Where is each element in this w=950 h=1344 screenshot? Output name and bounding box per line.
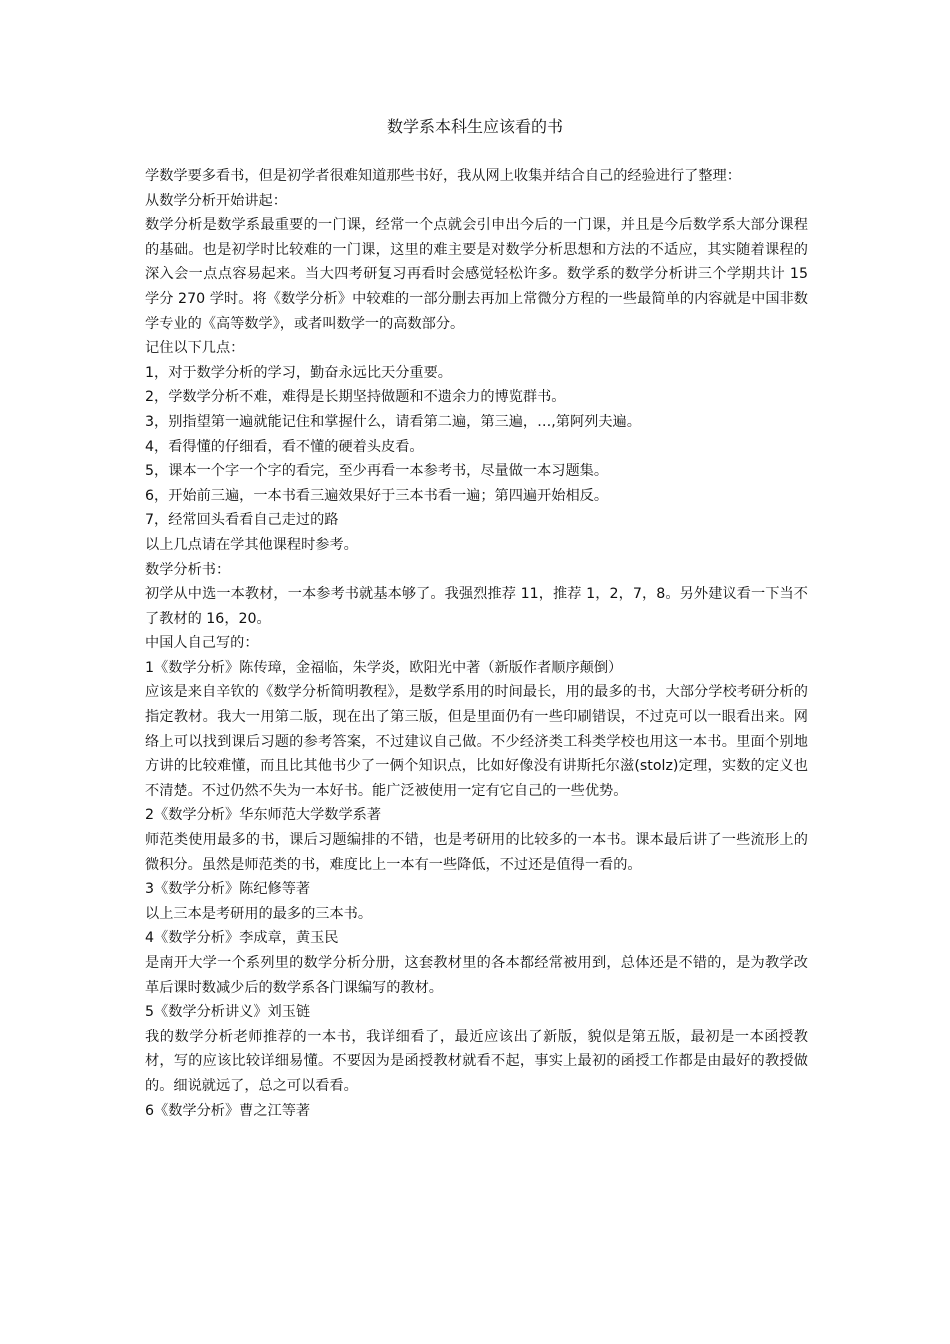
paragraph-note: 以上几点请在学其他课程时参考。 <box>145 536 358 553</box>
book-entry-description: 我的数学分析老师推荐的一本书，我详细看了，最近应该出了新版，貌似是第五版，最初是一本函授教材，写的应该比较详细易懂。不要因为是函授教材就看不起，事实上最初的函授工作都是由最好的教授做的。细说就远了，总之可以看看。 <box>145 1028 808 1094</box>
list-item: 3，别指望第一遍就能记住和掌握什么，请看第二遍，第三遍，…,第阿列夫遍。 <box>145 413 641 430</box>
book-entry-title: 6《数学分析》曹之江等著 <box>145 1102 311 1119</box>
paragraph-intro: 学数学要多看书，但是初学者很难知道那些书好，我从网上收集并结合自己的经验进行了整理： <box>145 168 741 184</box>
book-entry-title: 5《数学分析讲义》刘玉链 <box>145 1004 311 1021</box>
document-body <box>145 164 808 1123</box>
book-entry-title: 2《数学分析》华东师范大学数学系著 <box>145 807 382 824</box>
list-item: 6，开始前三遍，一本书看三遍效果好于三本书看一遍；第四遍开始相反。 <box>145 487 609 504</box>
book-entry-description: 是南开大学一个系列里的数学分析分册，这套教材里的各本都经常被用到，总体还是不错的，是为教学改革后课时数减少后的数学系各门课编写的教材。 <box>145 955 808 996</box>
section-heading-analysis: 从数学分析开始讲起： <box>145 192 287 209</box>
list-item: 1，对于数学分析的学习，勤奋永远比天分重要。 <box>145 364 452 381</box>
section-heading-remember: 记住以下几点： <box>145 340 245 357</box>
document-title: 数学系本科生应该看的书 <box>386 117 563 136</box>
list-item: 5，课本一个字一个字的看完，至少再看一本参考书，尽量做一本习题集。 <box>145 463 609 480</box>
book-entry-title: 4《数学分析》李成章，黄玉民 <box>145 930 339 947</box>
book-entry-description: 应该是来自辛钦的《数学分析简明教程》，是数学系用的时间最长，用的最多的书，大部分学校考研分析的指定教材。我大一用第二版，现在出了第三版，但是里面仍有一些印刷错误，不过克可以一眼看出来。网络上可以找到课后习题的参考答案，不过建议自己做。不少经济类工科类学校也用这一本书。里面个别地方讲的比较难懂，而且比其他书少了一俩个知识点，比如好像没有讲斯托尔滋(stolz)定理，实数的定义也不清楚。不过仍然不失为一本好书。能广泛被使用一定有它自己的一些优势。 <box>145 684 808 799</box>
section-heading-chinese-authors: 中国人自己写的： <box>145 635 259 652</box>
list-item: 2，学数学分析不难，难得是长期坚持做题和不遗余力的博览群书。 <box>145 389 566 406</box>
paragraph-recommendation: 初学从中选一本教材，一本参考书就基本够了。我强烈推荐 11，推荐 1，2，7，8。另外建议看一下当不了教材的 16，20。 <box>145 586 808 627</box>
book-entry-description: 师范类使用最多的书，课后习题编排的不错，也是考研用的比较多的一本书。课本最后讲了一些流形上的微积分。虽然是师范类的书，难度比上一本有一些降低，不过还是值得一看的。 <box>145 832 808 873</box>
book-entry-description: 以上三本是考研用的最多的三本书。 <box>145 905 373 922</box>
paragraph-analysis-overview: 数学分析是数学系最重要的一门课，经常一个点就会引申出今后的一门课，并且是今后数学系大部分课程的基础。也是初学时比较难的一门课，这里的难主要是对数学分析思想和方法的不适应，其实随着课程的深入会一点点容易起来。当大四考研复习再看时会感觉轻松许多。数学系的数学分析讲三个学期共计 15 学分 270 学时。将《数学分析》中较难的一部分删去再加上常微分方程的一些最简单的内容就是中国非数学专业的《高等数学》，或者叫数学一的高数部分。 <box>145 217 808 332</box>
list-item: 4，看得懂的仔细看，看不懂的硬着头皮看。 <box>145 438 424 455</box>
section-heading-books: 数学分析书： <box>145 561 231 578</box>
book-entry-title: 1《数学分析》陈传璋，金福临，朱学炎，欧阳光中著（新版作者顺序颠倒） <box>145 659 623 676</box>
book-entry-title: 3《数学分析》陈纪修等著 <box>145 881 311 898</box>
list-item: 7，经常回头看看自己走过的路 <box>145 512 339 529</box>
